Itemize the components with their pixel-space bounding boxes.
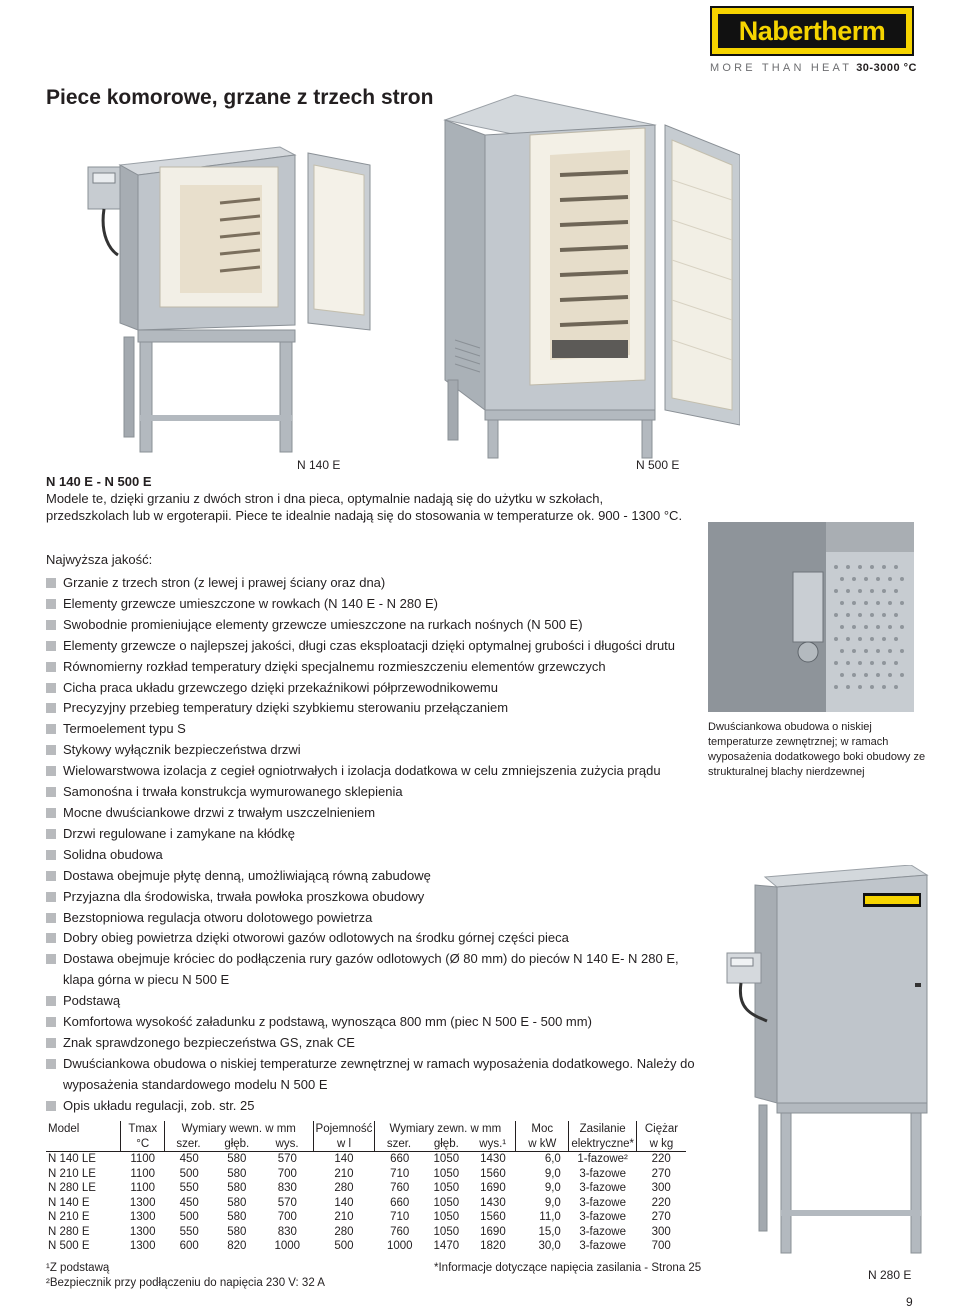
- feature-text: Dostawa obejmuje króciec do podłączenia rury gazów odlotowych (Ø 80 mm) do pieców N 140 E- N 280 E, klapa górna w piecu N 500 E: [63, 951, 679, 988]
- table-cell: 1430: [480, 1196, 506, 1209]
- table-cell: N 140 LE: [48, 1153, 96, 1165]
- bullet-square-icon: [46, 683, 56, 693]
- feature-item: [46, 908, 696, 929]
- feature-item: [46, 698, 696, 719]
- footnote-3: *Informacje dotyczące napięcia zasilania - Strona 25: [434, 1262, 702, 1274]
- table-cell: 1690: [480, 1225, 506, 1238]
- table-cell: 570: [277, 1196, 297, 1209]
- table-cell: 600: [179, 1240, 199, 1252]
- table-cell: 760: [390, 1225, 410, 1238]
- table-cell: 700: [277, 1167, 297, 1180]
- table-cell: 760: [390, 1182, 410, 1194]
- feature-text: Komfortowa wysokość załadunku z podstawą, wynosząca 800 mm (piec N 500 E - 500 mm): [63, 1014, 592, 1030]
- table-cell: 280: [334, 1225, 354, 1238]
- header-sub-cell: elektryczne*: [569, 1137, 637, 1152]
- header-outer-dims: Wymiary zewn. w mm: [375, 1121, 516, 1137]
- table-cell: 700: [277, 1211, 297, 1223]
- table-cell: 270: [651, 1211, 671, 1223]
- feature-item: [46, 845, 696, 866]
- table-cell: 3-fazowe: [579, 1167, 626, 1180]
- furnace-n140-label: N 140 E: [297, 458, 341, 472]
- table-cell: 3-fazowe: [579, 1225, 626, 1238]
- table-cell: 1050: [433, 1167, 460, 1180]
- table-cell: 450: [179, 1153, 199, 1165]
- table-header-row-1: [46, 1121, 686, 1137]
- table-cell: 1820: [480, 1240, 506, 1252]
- header-sub-cell: °C: [121, 1137, 165, 1152]
- bullet-square-icon: [46, 766, 56, 776]
- table-cell: 1000: [386, 1240, 413, 1252]
- feature-text: Drzwi regulowane i zamykane na kłódkę: [63, 825, 295, 841]
- feature-item: [46, 803, 696, 824]
- feature-text: Elementy grzewcze umieszczone w rowkach (N 140 E - N 280 E): [63, 595, 438, 611]
- feature-item: [46, 761, 696, 782]
- header-weight: Ciężar: [636, 1121, 686, 1137]
- feature-item: [46, 740, 696, 761]
- feature-text: Grzanie z trzech stron (z lewej i prawej ściany oraz dna): [63, 575, 386, 590]
- feature-item: [46, 1054, 696, 1096]
- table-row: [46, 1152, 686, 1167]
- bullet-square-icon: [46, 829, 56, 839]
- table-row: [46, 1181, 686, 1196]
- table-cell: 3-fazowe: [579, 1182, 626, 1194]
- bullet-square-icon: [46, 1038, 56, 1048]
- table-cell: 300: [651, 1182, 671, 1194]
- table-cell: 9,0: [544, 1182, 561, 1194]
- table-cell: 830: [277, 1182, 297, 1194]
- bullet-square-icon: [46, 641, 56, 651]
- table-cell: 270: [651, 1167, 671, 1180]
- table-cell: 1050: [433, 1196, 460, 1209]
- feature-item: [46, 1033, 696, 1054]
- feature-text: Podstawą: [63, 993, 121, 1009]
- features-title: Najwyższa jakość:: [46, 552, 153, 567]
- table-cell: 710: [390, 1211, 410, 1223]
- table-cell: 1430: [480, 1153, 506, 1165]
- table-cell: 3-fazowe: [579, 1196, 626, 1209]
- page-title: Piece komorowe, grzane z trzech stron: [46, 86, 434, 109]
- bullet-square-icon: [46, 996, 56, 1006]
- bullet-square-icon: [46, 724, 56, 734]
- table-cell: 1560: [480, 1211, 506, 1223]
- table-cell: N 210 LE: [48, 1167, 96, 1180]
- table-cell: 1560: [480, 1167, 506, 1180]
- header-sub-cell: głęb.: [423, 1137, 471, 1152]
- feature-item: [46, 657, 696, 678]
- table-cell: 580: [227, 1211, 247, 1223]
- features-list: [46, 573, 696, 1117]
- table-cell: 580: [227, 1196, 247, 1209]
- footnote-1: ¹Z podstawą: [46, 1262, 110, 1274]
- bullet-square-icon: [46, 745, 56, 755]
- table-cell: 1100: [130, 1182, 156, 1194]
- feature-text: Solidna obudowa: [63, 846, 163, 862]
- bullet-square-icon: [46, 913, 56, 923]
- header-sub-cell: w kg: [636, 1137, 686, 1152]
- table-cell: 3-fazowe: [579, 1211, 626, 1223]
- table-cell: 220: [651, 1153, 671, 1165]
- feature-item: [46, 1012, 696, 1033]
- table-cell: N 140 E: [48, 1196, 90, 1209]
- bullet-square-icon: [46, 954, 56, 964]
- table-row: [46, 1210, 686, 1225]
- table-cell: 1100: [130, 1153, 156, 1165]
- furnace-n500-photo: [440, 80, 740, 460]
- bullet-square-icon: [46, 599, 56, 609]
- table-cell: 140: [334, 1196, 354, 1209]
- feature-text: Mocne dwuściankowe drzwi z trwałym uszczelnieniem: [63, 804, 376, 820]
- temperature-range: 30-3000 °C: [856, 62, 917, 74]
- table-cell: 1050: [433, 1211, 460, 1223]
- table-cell: 500: [179, 1211, 199, 1223]
- header-sub-cell: w l: [313, 1137, 375, 1152]
- table-cell: 280: [334, 1182, 354, 1194]
- table-cell: 1300: [129, 1211, 156, 1223]
- brand-logo-text: Nabertherm: [718, 14, 906, 48]
- header-sub-cell: w kW: [516, 1137, 569, 1152]
- bullet-square-icon: [46, 1059, 56, 1069]
- feature-text: Dwuściankowa obudowa o niskiej temperaturze zewnętrznej w ramach wyposażenia dodatkowego. Należy do wyposażenia standardowego modelu N 500 E: [63, 1055, 695, 1092]
- table-cell: 710: [390, 1167, 410, 1180]
- footnote-2: ²Bezpiecznik przy podłączeniu do napięcia 230 V: 32 A: [46, 1277, 325, 1289]
- table-cell: 1050: [433, 1225, 460, 1238]
- header-sub-cell: [46, 1137, 121, 1152]
- header-sub-cell: głęb.: [212, 1137, 262, 1152]
- header-sub-cell: szer.: [375, 1137, 423, 1152]
- table-cell: 830: [277, 1225, 297, 1238]
- header-supply: Zasilanie: [569, 1121, 637, 1137]
- bullet-square-icon: [46, 850, 56, 860]
- feature-text: Samonośna i trwała konstrukcja wymurowanego sklepienia: [63, 784, 403, 800]
- feature-item: [46, 719, 696, 740]
- table-cell: 1000: [274, 1240, 301, 1252]
- table-cell: 6,0: [544, 1153, 561, 1165]
- furnace-n280-label: N 280 E: [868, 1268, 912, 1282]
- bullet-square-icon: [46, 787, 56, 797]
- header-power: Moc: [516, 1121, 569, 1137]
- feature-item: [46, 1096, 696, 1117]
- table-cell: 1100: [130, 1167, 156, 1180]
- table-cell: 660: [390, 1153, 410, 1165]
- feature-text: Swobodnie promieniujące elementy grzewcze umieszczone na rurkach nośnych (N 500 E): [63, 616, 583, 632]
- feature-text: Precyzyjny przebieg temperatury dzięki szybkiemu sterowaniu przełączaniem: [63, 700, 509, 716]
- feature-item: [46, 928, 696, 949]
- table-cell: 220: [651, 1196, 671, 1209]
- table-cell: 9,0: [544, 1196, 561, 1209]
- feature-item: [46, 615, 696, 636]
- page-number: 9: [906, 1295, 913, 1309]
- furnace-n280-photo: [715, 865, 935, 1265]
- table-cell: 500: [334, 1240, 354, 1252]
- feature-text: Cicha praca układu grzewczego dzięki przekaźnikowi półprzewodnikowemu: [63, 679, 498, 695]
- table-cell: 1050: [433, 1182, 460, 1194]
- table-cell: 700: [651, 1240, 671, 1252]
- feature-item: [46, 887, 696, 908]
- furnace-n140-photo: [80, 125, 380, 460]
- feature-text: Przyjazna dla środowiska, trwała powłoka proszkowa obudowy: [63, 888, 425, 904]
- table-cell: 580: [227, 1153, 247, 1165]
- feature-item: [46, 636, 696, 657]
- furnace-n500-label: N 500 E: [636, 458, 680, 472]
- tagline-text: MORE THAN HEAT: [710, 62, 853, 74]
- table-cell: 550: [179, 1225, 199, 1238]
- table-cell: 500: [179, 1167, 199, 1180]
- table-cell: 550: [179, 1182, 199, 1194]
- table-cell: 660: [390, 1196, 410, 1209]
- bullet-square-icon: [46, 933, 56, 943]
- table-cell: 9,0: [544, 1167, 561, 1180]
- feature-text: Elementy grzewcze o najlepszej jakości, długi czas eksploatacji dzięki optymalnej grubości i długości drutu: [63, 637, 676, 653]
- feature-text: Termoelement typu S: [63, 721, 186, 737]
- table-cell: 11,0: [539, 1211, 561, 1223]
- header-sub-cell: szer.: [164, 1137, 212, 1152]
- housing-detail-photo: [708, 522, 914, 712]
- header-tmax: Tmax: [121, 1121, 165, 1137]
- bullet-square-icon: [46, 892, 56, 902]
- bullet-square-icon: [46, 703, 56, 713]
- feature-text: Równomierny rozkład temperatury dzięki specjalnemu rozmieszczeniu elementów grzewczych: [63, 658, 606, 674]
- feature-item: [46, 594, 696, 615]
- table-cell: 1300: [129, 1196, 156, 1209]
- table-cell: 1300: [129, 1225, 156, 1238]
- bullet-square-icon: [46, 808, 56, 818]
- table-cell: 210: [334, 1167, 354, 1180]
- feature-item: [46, 678, 696, 699]
- table-cell: 580: [227, 1182, 247, 1194]
- header-volume: Pojemność: [313, 1121, 375, 1137]
- table-cell: 820: [227, 1240, 247, 1252]
- intro-paragraph: Modele te, dzięki grzaniu z dwóch stron i dna pieca, optymalnie nadają się do użytku w szkołach, przedszkolach lub w ergoterapii. Piece te idealnie nadają się do stosowania w temperaturze ok. 900 - 1300 °C.: [46, 491, 683, 523]
- table-cell: N 500 E: [48, 1240, 90, 1252]
- feature-item: [46, 949, 696, 991]
- table-cell: 1050: [433, 1153, 460, 1165]
- feature-item: [46, 782, 696, 803]
- table-body: [46, 1152, 686, 1254]
- feature-text: Wielowarstwowa izolacja z cegieł ogniotrwałych i izolacja dodatkowa w celu zmniejszenia zużycia prądu: [63, 763, 661, 779]
- brand-tagline: [710, 62, 920, 74]
- header-sub-cell: wys.: [262, 1137, 314, 1152]
- bullet-square-icon: [46, 1017, 56, 1027]
- specification-table: [46, 1121, 686, 1254]
- table-cell: 1690: [480, 1182, 506, 1194]
- header-sub-cell: wys.¹: [470, 1137, 516, 1152]
- header-inner-dims: Wymiary wewn. w mm: [164, 1121, 313, 1137]
- feature-text: Opis układu regulacji, zob. str. 25: [63, 1097, 255, 1113]
- feature-item: [46, 573, 696, 594]
- bullet-square-icon: [46, 662, 56, 672]
- table-row: [46, 1196, 686, 1211]
- table-header-row-2: [46, 1137, 686, 1152]
- feature-text: Znak sprawdzonego bezpieczeństwa GS, znak CE: [63, 1034, 355, 1050]
- table-cell: 1300: [129, 1240, 156, 1252]
- bullet-square-icon: [46, 1101, 56, 1111]
- table-cell: 1-fazowe²: [577, 1153, 628, 1165]
- table-cell: N 280 LE: [48, 1182, 96, 1194]
- table-cell: 30,0: [538, 1240, 561, 1252]
- table-row: [46, 1239, 686, 1254]
- feature-item: [46, 866, 696, 887]
- table-cell: 15,0: [538, 1225, 561, 1238]
- feature-text: Dostawa obejmuje płytę denną, umożliwiającą równą zabudowę: [63, 867, 431, 883]
- housing-detail-caption: Dwuściankowa obudowa o niskiej temperaturze zewnętrznej; w ramach wyposażenia dodatkowego boki obudowy ze strukturalnej blachy nierdzewnej: [708, 721, 926, 778]
- feature-text: Dobry obieg powietrza dzięki otworowi gazów odlotowych na środku górnej części pieca: [63, 930, 569, 946]
- feature-text: Stykowy wyłącznik bezpieczeństwa drzwi: [63, 742, 301, 758]
- table-cell: 450: [179, 1196, 199, 1209]
- feature-item: [46, 991, 696, 1012]
- table-cell: 140: [334, 1153, 354, 1165]
- table-cell: N 280 E: [48, 1225, 90, 1238]
- table-cell: 210: [334, 1211, 354, 1223]
- table-cell: N 210 E: [48, 1211, 90, 1223]
- table-cell: 580: [227, 1225, 247, 1238]
- table-row: [46, 1225, 686, 1240]
- brand-logo: [710, 6, 914, 56]
- table-cell: 570: [277, 1153, 297, 1165]
- table-cell: 3-fazowe: [579, 1240, 626, 1252]
- feature-item: [46, 824, 696, 845]
- bullet-square-icon: [46, 620, 56, 630]
- feature-text: Bezstopniowa regulacja otworu dolotowego powietrza: [63, 909, 373, 925]
- bullet-square-icon: [46, 578, 56, 588]
- bullet-square-icon: [46, 871, 56, 881]
- table-row: [46, 1167, 686, 1182]
- table-cell: 1470: [433, 1240, 460, 1252]
- header-model: Model: [48, 1123, 80, 1135]
- table-cell: 580: [227, 1167, 247, 1180]
- table-cell: 300: [651, 1225, 671, 1238]
- model-range-heading: N 140 E - N 500 E: [46, 474, 152, 489]
